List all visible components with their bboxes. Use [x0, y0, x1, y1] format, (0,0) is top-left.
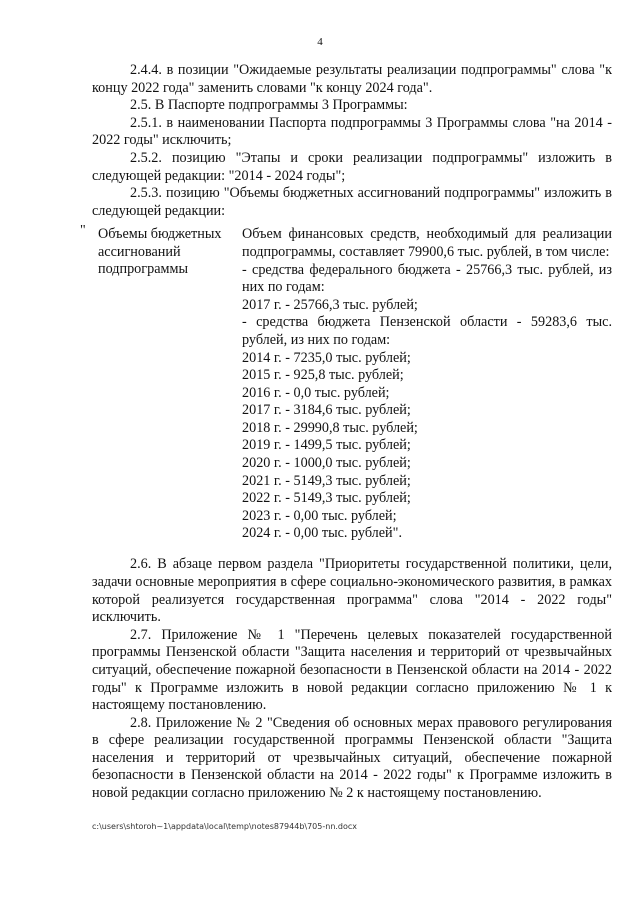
- regional-year-line: 2020 г. - 1000,0 тыс. рублей;: [242, 455, 411, 472]
- paragraph-2-5: 2.5. В Паспорте подпрограммы 3 Программы:: [130, 97, 408, 114]
- regional-funds-line: - средства бюджета Пензенской области - 59283,6 тыс. рублей, из них по годам:: [242, 314, 612, 348]
- footer-file-path: c:\users\shtoroh~1\appdata\local\temp\notes87944b\705-nn.docx: [92, 822, 358, 831]
- table-left-label: Объемы бюджетных ассигнований подпрограммы: [98, 226, 222, 278]
- regional-year-line: 2018 г. - 29990,8 тыс. рублей;: [242, 419, 418, 436]
- page-number: 4: [317, 36, 323, 48]
- regional-year-line: 2023 г. - 0,00 тыс. рублей;: [242, 507, 397, 524]
- regional-year-line: 2022 г. - 5149,3 тыс. рублей;: [242, 490, 411, 507]
- federal-year-line: 2017 г. - 25766,3 тыс. рублей;: [242, 296, 418, 313]
- regional-year-line: 2017 г. - 3184,6 тыс. рублей;: [242, 402, 411, 419]
- paragraph-2-8: 2.8. Приложение № 2 "Сведения об основных мерах правового регулирования в сфере реализации государственной программы Пензенской области "Защита населения и территорий от чрезвычайных ситуаций, обеспечение пожарной безопасности в Пензенской области на 2014 - 2022 годы" к Программе изложить в новой редакции согласно приложению № 2 к настоящему постановлению.: [92, 714, 612, 802]
- opening-quote-mark: ": [80, 223, 86, 239]
- regional-year-line: 2015 г. - 925,8 тыс. рублей;: [242, 367, 404, 384]
- paragraph-2-7: 2.7. Приложение № 1 "Перечень целевых показателей государственной программы Пензенской области "Защита населения и территорий от чрезвычайных ситуаций, обеспечение пожарной безопасности в Пензенской области на 2014 - 2022 годы" к Программе изложить в новой редакции согласно приложению № 1 к настоящему постановлению.: [92, 626, 612, 714]
- document-body: [80, 62, 612, 803]
- regional-year-line: 2021 г. - 5149,3 тыс. рублей;: [242, 472, 411, 489]
- paragraph-2-5-2: 2.5.2. позицию "Этапы и сроки реализации подпрограммы" изложить в следующей редакции: "2014 - 2024 годы";: [92, 149, 612, 184]
- regional-year-line: 2019 г. - 1499,5 тыс. рублей;: [242, 437, 411, 454]
- regional-year-line: 2014 г. - 7235,0 тыс. рублей;: [242, 349, 411, 366]
- budget-table: [80, 223, 612, 548]
- paragraph-2-6: 2.6. В абзаце первом раздела "Приоритеты государственной политики, цели, задачи основные мероприятия в сфере социально-экономического развития, в рамках которой реализуется государственная программа" слова "2014 - 2022 годы" исключить.: [92, 556, 612, 626]
- paragraph-2-5-1: 2.5.1. в наименовании Паспорта подпрограммы 3 Программы слова "на 2014 - 2022 годы" исключить;: [92, 114, 612, 149]
- right-intro: Объем финансовых средств, необходимый для реализации подпрограммы, составляет 79900,6 тыс. рублей, в том числе:: [242, 226, 612, 260]
- paragraph-2-5-3: 2.5.3. позицию "Объемы бюджетных ассигнований подпрограммы" изложить в следующей редакции:: [92, 185, 612, 219]
- table-right-content: [242, 226, 612, 543]
- regional-year-line: 2016 г. - 0,0 тыс. рублей;: [242, 384, 390, 401]
- federal-funds-line: - средства федерального бюджета - 25766,3 тыс. рублей, из них по годам:: [242, 261, 612, 296]
- paragraph-2-4-4: 2.4.4. в позиции "Ожидаемые результаты реализации подпрограммы" слова "к концу 2022 года" заменить словами "к концу 2024 года".: [92, 62, 612, 96]
- regional-year-line: 2024 г. - 0,00 тыс. рублей".: [242, 525, 402, 542]
